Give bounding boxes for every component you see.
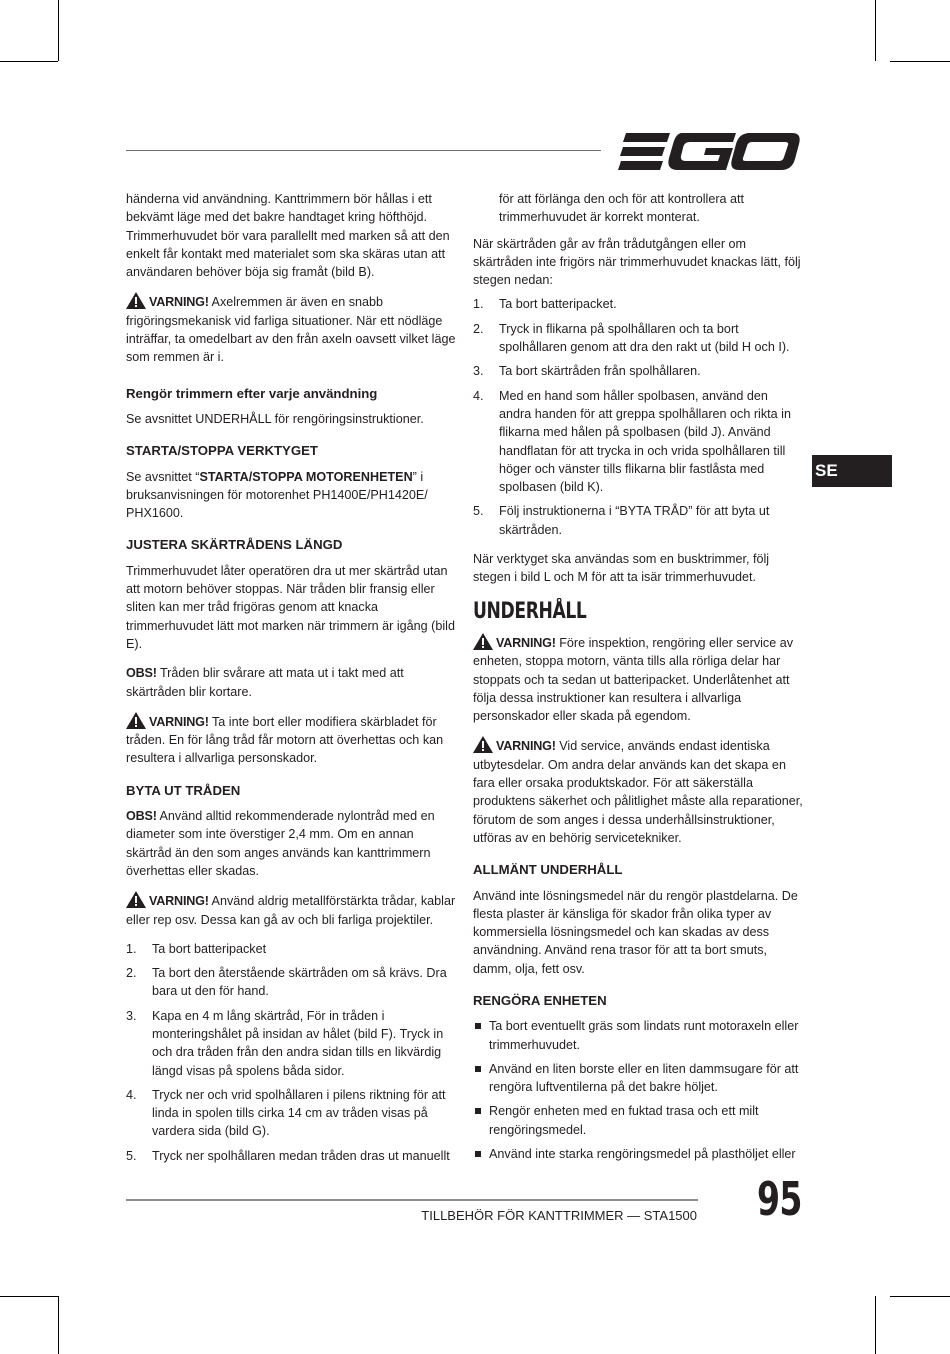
warning-label: VARNING! [149,714,209,729]
general-maintenance-text: Använd inte lösningsmedel när du rengör plastdelarna. De flesta plaster är känsliga för skador från olika typer av kommersiella lösningsmedel och kan skadas av dess användning. Använd rena trasor för att ta bort smuts, damm, olja, fett osv. [473,888,798,976]
footer-rule [126,1199,698,1201]
start-stop-text [126,468,456,523]
warning-paragraph [126,891,456,929]
left-column [126,190,456,1176]
replace-steps-list [126,940,456,1165]
maintenance-title: UNDERHÅLL [473,598,587,624]
warning-label: VARNING! [496,739,556,754]
bullet-square-icon [475,1151,481,1157]
crop-mark [58,1296,59,1354]
obs-text: Använd alltid rekommenderade nylontråd med en diameter som inte överstiger 2,4 mm. Om en annan skärtråd än den som anges används kan kanttrimmern överhettas eller skadas. [126,809,435,878]
start-text-post: ” i bruksanvisningen för motorenhet PH1400E/PH1420E/ PHX1600. [126,469,428,521]
warning-triangle-icon [126,891,146,908]
list-item [473,387,803,497]
warning-paragraph [473,633,803,725]
step-number: 2. [473,321,484,336]
list-item [126,1007,456,1080]
list-item [473,320,803,357]
bullet-square-icon [475,1023,481,1029]
step-text: Ta bort skärtråden från spolhållaren. [499,364,701,379]
step-text: Ta bort batteripacket. [499,297,617,312]
crop-mark [890,1296,950,1297]
list-item [473,295,803,313]
list-item [473,502,803,539]
crop-mark [58,0,59,61]
obs-text: Tråden blir svårare att mata ut i takt med att skärtråden blir kortare. [126,666,404,699]
brush-trimmer-text: När verktyget ska användas som en busktrimmer, följ stegen i bild L och M för att ta isär trimmerhuvudet. [473,552,770,585]
step-number: 4. [126,1087,137,1102]
cleaning-heading: RENGÖRA ENHETEN [473,992,607,1008]
crop-mark [875,1296,876,1354]
step-text: Tryck ner och vrid spolhållaren i pilens riktning för att linda in spolen tills cirka 14 cm av tråden visas på vardera sida (bild G). [152,1087,446,1139]
language-tab: SE [812,455,892,487]
warning-triangle-icon [126,712,146,729]
step-text: Tryck ner spolhållaren medan tråden dras ut manuellt [152,1148,450,1163]
obs-label: OBS! [126,809,157,824]
crop-mark [0,61,58,62]
clean-text: Se avsnittet UNDERHÅLL för rengöringsinstruktioner. [126,411,424,426]
warning-label: VARNING! [149,295,209,310]
bullet-square-icon [475,1108,481,1114]
list-item [126,1147,456,1165]
warning-label: VARNING! [149,894,209,909]
list-item [473,1102,803,1139]
list-item [473,362,803,380]
start-text-pre: Se avsnittet “ [126,469,200,484]
warning-label: VARNING! [496,635,556,650]
start-stop-heading: STARTA/STOPPA VERKTYGET [126,443,318,459]
obs-paragraph [126,664,456,701]
list-item [126,964,456,1001]
step-text: Kapa en 4 m lång skärtråd, För in tråden i monteringshålet på insidan av hålet (bild F). Tryck in och dra tråden från den andra sidan tills en likvärdig längd visas på spolens båda sidor. [152,1008,444,1078]
warning-paragraph [126,292,456,366]
bullet-text: Använd en liten borste eller en liten dammsugare för att rengöra luftventilerna på det bakre höljet. [489,1061,799,1095]
step-text: Ta bort batteripacket [152,941,267,956]
start-text-bold: STARTA/STOPPA MOTORENHETEN [199,469,413,484]
adjust-heading: JUSTERA SKÄRTRÅDENS LÄNGD [126,537,343,553]
bullet-text: Använd inte starka rengöringsmedel på plasthöljet eller [489,1147,796,1162]
step-text: Ta bort den återstående skärtråden om så krävs. Dra bara ut den för hand. [152,966,447,999]
adjust-text: Trimmerhuvudet låter operatören dra ut mer skärtråd utan att motorn behöver stoppas. När tråden blir fransig eller sliten kan mer tråd frigöras genom att knacka trimmerhuvudet lätt mot marken när trimmern är igång (bild E). [126,563,455,651]
warning-triangle-icon [126,292,146,309]
warning-text: Använd aldrig metallförstärkta trådar, kablar eller rep osv. Dessa kan gå av och bli farliga projektiler. [126,894,456,927]
obs-paragraph [126,807,456,880]
bullet-text: Rengör enheten med en fuktad trasa och ett milt rengöringsmedel. [489,1104,759,1137]
continuation-text: för att förlänga den och för att kontrollera att trimmerhuvudet är korrekt monterat. [499,192,745,225]
step-text: Med en hand som håller spolbasen, använd den andra handen för att greppa spolhållaren och rikta in flikarna med hålen på spolbasen (bild J). Använd handflatan för att trycka in och vrida spolhållaren till höger och vänster tills flikarna blir fastlåsta med spolbasen (bild K). [499,388,791,495]
page-number: 95 [757,1172,802,1226]
intro-paragraph: händerna vid användning. Kanttrimmern bör hållas i ett bekvämt läge med det bakre handtaget kring höfthöjd. Trimmerhuvudet bör vara parallellt med marken så att den enkelt får kontakt med materialet som ska skäras utan att användaren behöver böja sig framåt (bild B). [126,192,450,280]
step-number: 3. [126,1008,137,1023]
warning-paragraph [126,712,456,768]
release-steps-list [473,295,803,539]
general-maintenance-heading: ALLMÄNT UNDERHÅLL [473,862,623,878]
step-text: Följ instruktionerna i “BYTA TRÅD” för att byta ut skärtråden. [499,504,770,537]
step-number: 2. [126,966,137,981]
list-item [473,1145,803,1163]
replace-heading: BYTA UT TRÅDEN [126,782,241,798]
crop-mark [890,61,950,62]
warning-triangle-icon [473,736,493,753]
step-number: 1. [126,941,137,956]
release-intro: När skärtråden går av från trådutgången eller om skärtråden inte frigörs när trimmerhuvudet knackas lätt, följ stegen nedan: [473,236,801,288]
warning-text: Vid service, används endast identiska utbytesdelar. Om andra delar används kan det skapa en fara eller orsaka produktskador. För att säkerställa produktens säkerhet och pålitlighet måste alla reparationer, förutom de som anges i dessa underhållsinstruktioner, utföras av en behörig servicetekniker. [473,739,803,845]
step-number: 5. [473,504,484,519]
right-column [473,190,803,1169]
step-number: 1. [473,297,484,312]
step-number: 5. [126,1148,137,1163]
list-item [126,940,456,958]
crop-mark [875,0,876,61]
ego-logo [618,130,800,172]
clean-heading: Rengör trimmern efter varje användning [126,385,378,401]
step-text: Tryck in flikarna på spolhållaren och ta bort spolhållaren genom att dra den rakt ut (bild H och I). [499,321,790,355]
list-item [473,1017,803,1054]
list-item [126,1086,456,1141]
footer-text: TILLBEHÖR FÖR KANTTRIMMER — STA1500 [421,1208,697,1223]
warning-text: Ta inte bort eller modifiera skärbladet för tråden. En för lång tråd får motorn att överhettas och kan resultera i allvarliga personskador. [126,714,444,766]
header-rule [126,150,601,151]
warning-text: Före inspektion, rengöring eller service av enheten, stoppa motorn, vänta tills alla rörliga delar har stoppats och ta sedan ut batteripacket. Underlåtenhet att följa dessa instruktioner kan resultera i allvarliga personskador eller skada på egendom. [473,635,794,724]
step-number: 4. [473,388,484,403]
bullet-text: Ta bort eventuellt gräs som lindats runt motoraxeln eller trimmerhuvudet. [489,1019,799,1052]
crop-mark [0,1296,58,1297]
list-item [473,1060,803,1097]
warning-text: Axelremmen är även en snabb frigöringsmekanisk vid farliga situationer. När ett nödläge inträffar, ta omedelbart av den från axeln oavsett vilket läge som remmen är i. [126,295,456,365]
step-number: 3. [473,364,484,379]
warning-paragraph [473,736,803,847]
warning-triangle-icon [473,633,493,650]
cleaning-bullet-list [473,1017,803,1163]
bullet-square-icon [475,1066,481,1072]
obs-label: OBS! [126,666,157,681]
